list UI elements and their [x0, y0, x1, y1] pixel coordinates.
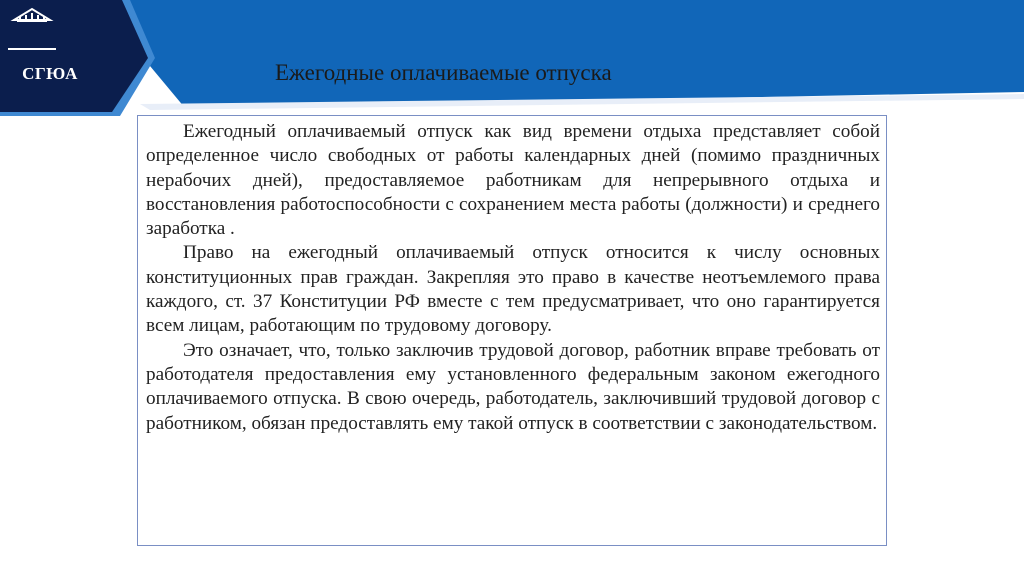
university-building-icon [0, 0, 64, 64]
header-blue-band [95, 0, 1024, 108]
paragraph-employment-contract: Это означает, что, только заключив трудовой договор, работник вправе требовать от работодателя предоставления ему установленного федеральным законом ежегодного оплачиваемого отпуска. В свою очередь, работодатель, заключивший трудовой договор с работником, обязан предоставлять ему такой отпуск в соответствии с законодательством. [146, 339, 880, 434]
paragraph-constitutional-right: Право на ежегодный оплачиваемый отпуск относится к числу основных конституционных прав граждан. Закрепляя это право в качестве неотъемлемого права каждого, ст. 37 Конституции РФ вместе с тем предусматривает, что оно гарантируется всем лицам, работающим по трудовому договору. [146, 242, 880, 337]
page-title: Ежегодные оплачиваемые отпуска [275, 60, 612, 85]
content-box [137, 115, 887, 546]
logo-text: СГЮА [22, 64, 78, 83]
header-banner [0, 0, 1024, 120]
paragraph-definition: Ежегодный оплачиваемый отпуск как вид времени отдыха представляет собой определенное число свободных от работы календарных дней (помимо праздничных нерабочих дней), предоставляемое работникам для непрерывного отдыха и восстановления работоспособности с сохранением места работы (должности) и среднего заработка . [146, 121, 880, 240]
